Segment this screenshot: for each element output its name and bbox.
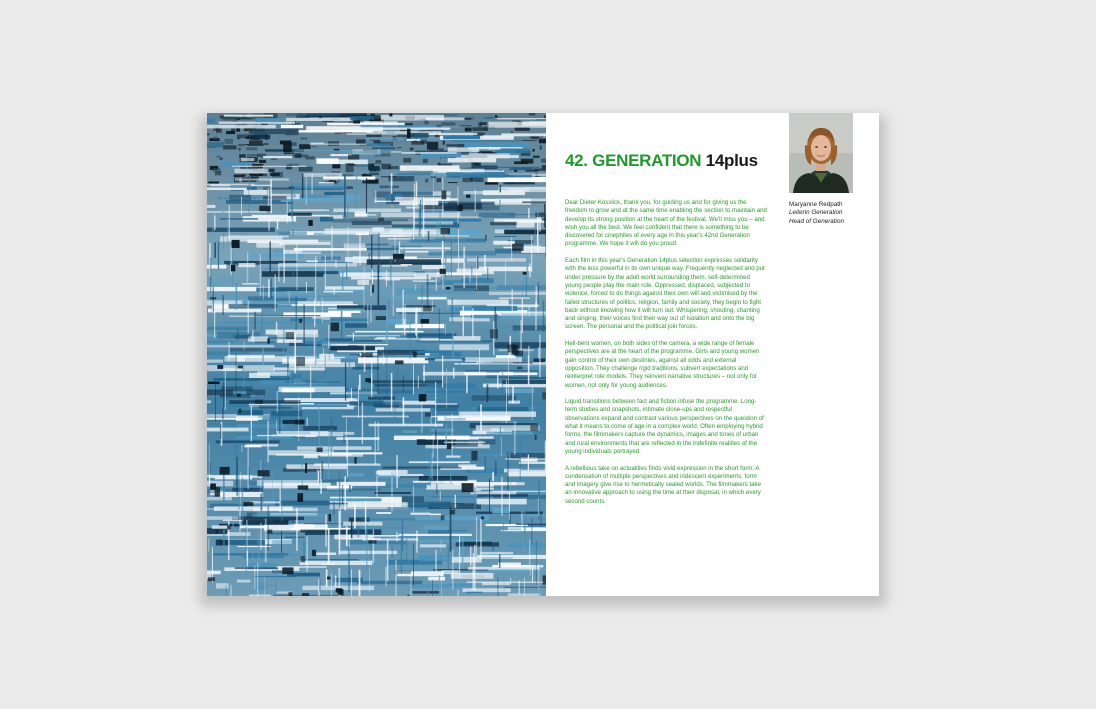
title-suffix: 14plus — [705, 151, 758, 170]
body-text — [565, 199, 767, 514]
portrait-photo — [789, 113, 853, 193]
page-title — [565, 151, 758, 171]
paragraph: Hell-bent women, on both sides of the camera, a wide range of female perspectives are at the heart of the programme. Girls and young women gain control of their own destinies, against all odds and external opposition. They challenge rigid traditions, subvert expectations and reinterpret role models. They reinvent narrative structures – not only for women, not only for young audiences. — [565, 340, 760, 389]
caption-name: Maryanne Redpath — [789, 201, 843, 208]
left-page-artwork — [207, 113, 546, 596]
paragraph: Dear Dieter Kosslick, thank you, for guiding us and for giving us the freedom to grow and at the same time enabling the section to maintain and develop its strong position at the heart of the festival. We'll miss you – and wish you all the best. We feel confident that there is something to be discovered for cinephiles of every age in this year's 42nd Generation programme. We hope it will do you proud. — [565, 199, 767, 248]
paragraph: Liquid transitions between fact and fiction infuse the programme. Long-term studies and snapshots, intimate close-ups and respectful observations expand and contrast various perspectives on the question of what it means to come of age in a complex world. Often employing hybrid forms, the filmmakers capture the dynamics, images and tones of urban and rural environments that are reflected in the indefinite realities of the young individuals portrayed. — [565, 398, 764, 455]
paragraph: Each film in this year's Generation 14plus selection expresses solidarity with the less powerful in its own unique way. Frequently neglected and put under pressure by the adult world surrounding them, self-determined young people play the main role. Oppressed, displaced, subjected to violence, forced to do things against their own will and victimised by the failed structures of politics, religion, family and society, they begin to fight back without knowing how it will turn out. Whispering, shouting, chanting and singing, their voices find their way out of isolation and onto the big screen. The personal and the political join forces. — [565, 257, 765, 331]
title-main: 42. GENERATION — [565, 151, 702, 170]
abstract-painting — [207, 113, 546, 596]
portrait-caption — [789, 201, 879, 226]
caption-role-de: Leiterin Generation — [789, 209, 843, 217]
caption-role-en: Head of Generation — [789, 217, 844, 225]
brochure-spread — [207, 113, 879, 596]
right-page — [546, 113, 879, 596]
artwork-credit: © ART ARTIST — [538, 562, 542, 590]
paragraph: A rebellious take on actualities finds vivid expression in the short form. A condensation of multiple perspectives and iridescent experiments; form and imagery give rise to hermetically sealed worlds. The filmmakers take an innovative approach to using the time at their disposal, in which every second counts. — [565, 464, 761, 505]
